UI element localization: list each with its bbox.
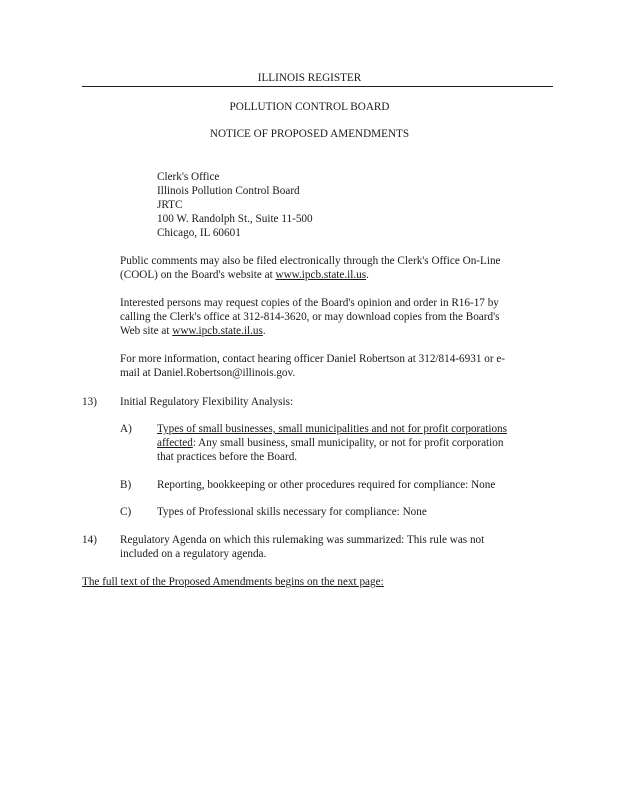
copies-period: . <box>262 325 266 337</box>
item-13b-text: Reporting, bookkeeping or other procedures required for compliance: None <box>157 479 496 491</box>
address-line-4: 100 W. Randolph St., Suite 11-500 <box>157 213 313 225</box>
item-13c-text: Types of Professional skills necessary for compliance: None <box>157 506 427 518</box>
comments-period: . <box>366 269 369 281</box>
item-13a-line-3: that practices before the Board. <box>157 451 298 463</box>
copies-line-3 <box>120 324 266 338</box>
notice-title: NOTICE OF PROPOSED AMENDMENTS <box>209 128 410 140</box>
item-14-line-1: Regulatory Agenda on which this rulemaking was summarized: This rule was not <box>120 534 485 546</box>
comments-line-2 <box>120 268 369 282</box>
comments-line-1: Public comments may also be filed electronically through the Clerk's Office On-Line <box>120 255 501 267</box>
register-title: ILLINOIS REGISTER <box>257 72 362 84</box>
item-13a-heading-end: affected <box>157 437 193 449</box>
address-line-2: Illinois Pollution Control Board <box>157 185 300 197</box>
address-line-3: JRTC <box>157 199 183 211</box>
copies-text: Web site at <box>120 325 173 337</box>
item-13a-line-1 <box>157 422 507 436</box>
item-13-title: Initial Regulatory Flexibility Analysis: <box>120 396 294 408</box>
address-line-5: Chicago, IL 60601 <box>157 227 241 239</box>
item-13a-answer: : Any small business, small municipality, or not for profit corporation <box>192 437 504 449</box>
copies-line-2: calling the Clerk's office at 312-814-3620, or may download copies from the Board's <box>120 311 500 323</box>
item-13b-number: B) <box>120 479 132 491</box>
item-13-number: 13) <box>82 396 97 408</box>
item-13c-number: C) <box>120 506 132 518</box>
comments-text: (COOL) on the Board's website at <box>120 269 276 281</box>
item-14-number: 14) <box>82 534 97 546</box>
item-13a-number: A) <box>120 423 132 435</box>
info-line-2: mail at Daniel.Robertson@illinois.gov. <box>120 367 296 379</box>
header-rule <box>82 86 553 87</box>
board-website-link-2[interactable]: www.ipcb.state.il.us <box>172 325 263 337</box>
item-13a-heading: Types of small businesses, small municipalities and not for profit corporations <box>157 423 508 435</box>
full-text-notice: The full text of the Proposed Amendments begins on the next page: <box>82 576 384 588</box>
board-website-link[interactable]: www.ipcb.state.il.us <box>275 269 367 281</box>
copies-line-1: Interested persons may request copies of the Board's opinion and order in R16-17 by <box>120 297 499 309</box>
address-line-1: Clerk's Office <box>157 171 220 183</box>
info-line-1: For more information, contact hearing officer Daniel Robertson at 312/814-6931 or e- <box>120 353 506 365</box>
board-title: POLLUTION CONTROL BOARD <box>229 101 390 113</box>
item-14-line-2: included on a regulatory agenda. <box>120 548 267 560</box>
item-13a-line-2 <box>157 436 503 450</box>
